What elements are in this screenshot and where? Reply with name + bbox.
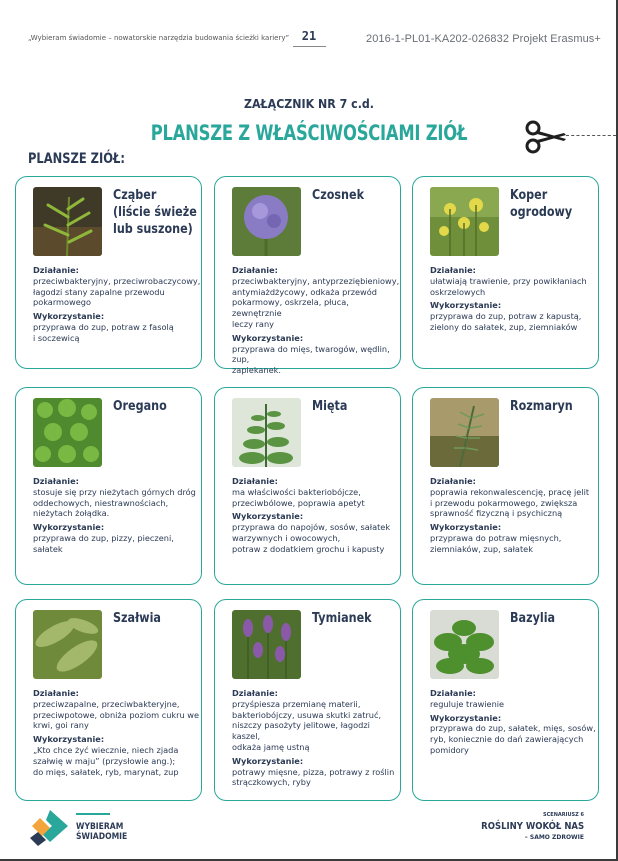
savory-image <box>33 187 102 256</box>
herb-name: Koper ogrodowy <box>510 188 573 220</box>
herb-description <box>33 688 201 777</box>
action-label: Działanie: <box>430 265 476 275</box>
usage-text: „Kto chce żyć wiecznie, niech zjada szałwię w maju” (przysłowie ang.); do mięs, sałatek, ryb, marynat, zup <box>33 744 179 777</box>
basil-image <box>430 610 499 679</box>
usage-label: Wykorzystanie: <box>33 522 105 533</box>
herb-card-tymianek <box>214 599 401 801</box>
usage-label: Wykorzystanie: <box>430 522 502 533</box>
action-text: reguluje trawienie <box>430 698 505 709</box>
herb-card-oregano <box>15 387 202 585</box>
wybieram-logo-icon <box>28 808 72 846</box>
herb-card-koper <box>412 176 599 369</box>
usage-text: przyprawa do mięs, twarogów, wędlin, zup, zapiekanek. <box>232 343 390 376</box>
action-text: poprawia rekonwalescencję, pracę jelit i przewodu pokarmowego, zwiększa sprawność fizyczną i psychiczną <box>430 486 590 519</box>
herb-description <box>430 265 598 333</box>
scenario-subtitle: – SAMO ZDROWIE <box>524 834 584 841</box>
herb-description <box>33 476 201 555</box>
sage-image <box>33 610 102 679</box>
cut-line <box>566 135 616 136</box>
dill-image <box>430 187 499 256</box>
herb-name: Szałwia <box>113 611 161 626</box>
herb-card-czosnek <box>214 176 401 376</box>
herb-description <box>430 476 598 555</box>
action-label: Działanie: <box>33 688 79 698</box>
scenario-number: SCENARIUSZ 6 <box>543 812 584 818</box>
scenario-title: ROŚLINY WOKÓŁ NAS <box>481 821 584 832</box>
rosemary-image <box>430 398 499 467</box>
herb-name: Oregano <box>113 399 167 414</box>
herb-description <box>430 688 598 756</box>
herb-name: Rozmaryn <box>510 399 573 414</box>
herb-name: Mięta <box>312 399 348 414</box>
herb-name: Tymianek <box>312 611 372 626</box>
thyme-image <box>232 610 301 679</box>
oregano-image <box>33 398 102 467</box>
action-label: Działanie: <box>33 476 79 486</box>
action-text: ma właściwości bakteriobójcze, przeciwbólowe, poprawia apetyt <box>232 486 365 508</box>
action-label: Działanie: <box>430 476 476 486</box>
usage-text: potrawy mięsne, pizza, potrawy z roślin strączkowych, ryby <box>232 766 395 788</box>
garlic-image <box>232 187 301 256</box>
action-text: przyśpiesza przemianę materii, bakteriobójczy, usuwa skutki zatruć, niszczy pasożyty jelitowe, łagodzi kaszel, odkaża jamę ustną <box>232 698 382 752</box>
action-label: Działanie: <box>232 265 278 275</box>
header-project-code: 2016-1-PL01-KA202-026832 Projekt Erasmus+ <box>366 33 601 45</box>
action-label: Działanie: <box>430 688 476 698</box>
header-project-title: „Wybieram świadomie – nowatorskie narzędzia budowania ścieżki kariery” <box>28 34 290 42</box>
page-title: PLANSZE Z WŁAŚCIWOŚCIAMI ZIÓŁ <box>150 121 468 145</box>
herb-name: Bazylia <box>510 611 556 626</box>
action-label: Działanie: <box>33 265 79 275</box>
action-text: przeciwbakteryjny, przeciwrobaczycowy, łagodzi stany zapalne przewodu pokarmowego <box>33 275 201 308</box>
action-text: przeciwbakteryjny, antyprzeziębieniowy, antymiażdżycowy, odkaża przewód pokarmowy, oskrzela, płuca, zewnętrznie leczy rany <box>232 275 400 329</box>
usage-label: Wykorzystanie: <box>232 332 304 343</box>
action-text: ułatwiają trawienie, przy powikłaniach oskrzelowych <box>430 275 587 297</box>
herb-description <box>33 265 201 344</box>
herb-card-mięta <box>214 387 401 585</box>
herb-card-bazylia <box>412 599 599 801</box>
usage-text: przyprawa do zup, pizzy, pieczeni, sałatek <box>33 532 174 554</box>
usage-text: przyprawa do napojów, sosów, sałatek warzywnych i owocowych, potraw z dodatkiem grochu i kapusty <box>232 522 391 554</box>
logo-wordmark: WYBIERAM ŚWIADOMIE <box>76 822 128 842</box>
herb-card-cząber <box>15 176 202 369</box>
usage-text: przyprawa do zup, potraw z fasolą i soczewicą <box>33 321 174 343</box>
herb-description <box>232 265 400 376</box>
page-number: 21 <box>301 29 317 43</box>
page-number-underline <box>293 46 326 47</box>
action-label: Działanie: <box>232 688 278 698</box>
action-text: przeciwzapalne, przeciwbakteryjne, przeciwpotowe, obniża poziom cukru we krwi, goi rany <box>33 698 200 731</box>
section-title: PLANSZE ZIÓŁ: <box>28 151 125 167</box>
scissors-icon <box>524 120 568 154</box>
usage-text: przyprawa do potraw mięsnych, ziemniaków, zup, sałatek <box>430 532 562 554</box>
usage-text: przyprawa do zup, sałatek, mięs, sosów, ryb, koniecznie do dań zawierających pomidory <box>430 723 596 755</box>
herb-description <box>232 688 400 788</box>
logo-accent-line <box>76 813 110 815</box>
herb-name: Cząber (liście świeże lub suszone) <box>113 188 197 237</box>
usage-label: Wykorzystanie: <box>232 511 304 522</box>
usage-label: Wykorzystanie: <box>430 300 502 311</box>
mint-image <box>232 398 301 467</box>
action-text: stosuje się przy nieżytach górnych dróg oddechowych, niestrawnościach, nieżytach żołądka. <box>33 486 196 519</box>
usage-label: Wykorzystanie: <box>33 311 105 322</box>
usage-label: Wykorzystanie: <box>33 734 105 745</box>
annex-title: ZAŁĄCZNIK NR 7 c.d. <box>244 97 374 111</box>
usage-label: Wykorzystanie: <box>232 755 304 766</box>
herb-description <box>232 476 400 555</box>
herb-card-rozmaryn <box>412 387 599 585</box>
herb-name: Czosnek <box>312 188 365 203</box>
herb-card-szałwia <box>15 599 202 801</box>
usage-label: Wykorzystanie: <box>430 712 502 723</box>
usage-text: przyprawa do zup, potraw z kapustą, zielony do sałatek, zup, ziemniaków <box>430 311 582 332</box>
action-label: Działanie: <box>232 476 278 486</box>
